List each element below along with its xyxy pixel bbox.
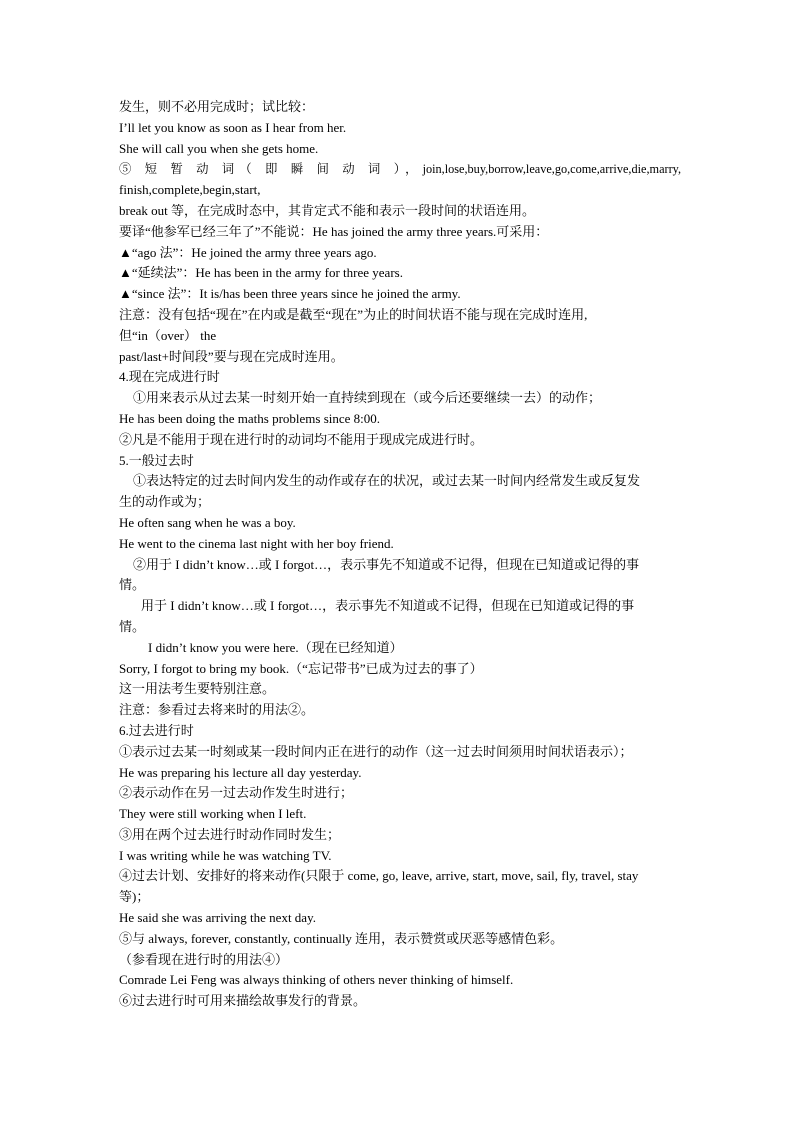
text-line: 但“in（over） the [119,327,217,343]
text-line: ①表示过去某一时刻或某一段时间内正在进行的动作（这一过去时间须用时间状语表示）； [119,743,633,759]
text-line: 生的动作或为； [119,494,211,510]
text-line: 等)； [119,889,150,905]
point-5-heading [119,159,681,180]
example-sentence: He has been doing the maths problems since 8:00. [119,410,381,426]
text-line: 情。 [119,618,146,634]
text-line: ②用于 I didn’t know…或 I forgot…，表示事先不知道或不记得，但现在已知道或记得的事 [133,556,640,572]
text-line: 这一用法考生要特别注意。 [119,681,276,697]
example-sentence: He was preparing his lecture all day yesterday. [119,764,362,780]
section-heading-5: 5.一般过去时 [119,452,194,468]
text-line: ③用在两个过去进行时动作同时发生； [119,826,341,842]
method-ago: ▲“ago 法”：He joined the army three years ago. [119,244,377,260]
example-sentence: I didn’t know you were here.（现在已经知道） [148,639,403,655]
example-sentence: Comrade Lei Feng was always thinking of others never thinking of himself. [119,972,514,988]
text-line: 要译“他参军已经三年了”不能说：He has joined the army three years.可采用： [119,223,549,239]
text-line: ②凡是不能用于现在进行时的动词均不能用于现成完成进行时。 [119,431,484,447]
note-line: 注意：参看过去将来时的用法②。 [119,702,315,718]
document-body [119,97,681,1012]
verb-list-continued: finish,complete,begin,start, [119,182,261,198]
text-line: ②表示动作在另一过去动作发生时进行； [119,785,354,801]
text-line: 情。 [119,577,146,593]
example-sentence: He went to the cinema last night with her boy friend. [119,535,394,551]
text-line: past/last+时间段”要与现在完成时连用。 [119,348,344,364]
method-continuation: ▲“延续法”：He has been in the army for three years. [119,265,403,281]
example-sentence: Sorry, I forgot to bring my book.（“忘记带书”已成为过去的事了） [119,660,483,676]
example-sentence: He often sang when he was a boy. [119,514,296,530]
text-line: 用于 I didn’t know…或 I forgot…，表示事先不知道或不记得，但现在已知道或记得的事 [141,598,635,614]
section-heading-6: 6.过去进行时 [119,722,194,738]
method-since: ▲“since 法”：It is/has been three years since he joined the army. [119,286,461,302]
text-line: break out 等，在完成时态中，其肯定式不能和表示一段时间的状语连用。 [119,202,535,218]
example-sentence: They were still working when I left. [119,806,307,822]
text-line: ⑤与 always, forever, constantly, continually 连用，表示赞赏或厌恶等感情色彩。 [119,930,564,946]
example-sentence: I was writing while he was watching TV. [119,847,332,863]
text-line: ④过去计划、安排好的将来动作(只限于 come, go, leave, arrive, start, move, sail, fly, travel, stay [119,868,639,884]
verb-list: join,lose,buy,borrow,leave,go,come,arrive,die,marry, [422,162,682,177]
example-sentence: She will call you when she gets home. [119,140,319,156]
text-line: ①用来表示从过去某一时刻开始一直持续到现在（或今后还要继续一去）的动作； [133,390,602,406]
example-sentence: He said she was arriving the next day. [119,910,316,926]
section-heading-4: 4.现在完成进行时 [119,369,220,385]
text-line: （参看现在进行时的用法④） [119,951,289,967]
text-line: ⑥过去进行时可用来描绘故事发行的背景。 [119,993,367,1009]
example-sentence: I’ll let you know as soon as I hear from her. [119,119,347,135]
note-line: 注意：没有包括“现在”在内或是截至“现在”为止的时间状语不能与现在完成时连用, [119,306,588,322]
point-5-label: ⑤ 短 暂 动 词（ 即 瞬 间 动 词 ）， [119,162,423,177]
text-line: ①表达特定的过去时间内发生的动作或存在的状况，或过去某一时间内经常发生或反复发 [133,473,641,489]
text-line: 发生，则不必用完成时；试比较： [119,99,315,114]
